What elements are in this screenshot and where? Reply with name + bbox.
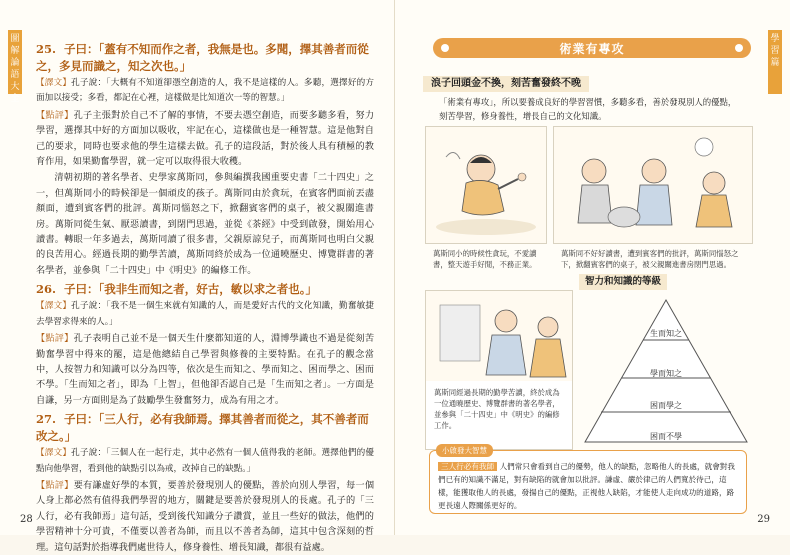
- illustration-guests-scolding: [553, 126, 753, 244]
- section-banner: [433, 38, 751, 58]
- pyramid-level-1: 生而知之: [650, 329, 682, 338]
- commentary-27: 【點評】要有謙虛好學的本質，要善於發現別人的優點，善於向別人學習，每一個人身上都必然有值得我們學習的地方，關鍵是要善於發現別人的長處。孔子的「三人行，必有我師焉」這句話，受到後代知識分子讚賞，並且一些好的做法，他們的學習精神十分可貴，不僅要以善者為師，而且以不善者為師，這其中包含深刻的哲理。這句話對於指導我們處世待人，修身養性、增長知識，都很有益處。: [36, 479, 375, 553]
- tip-box: [429, 446, 747, 514]
- page-number-left: 28: [20, 514, 33, 525]
- caption-3: 萬斯同經過長期的勤學苦讀，終於成為一位通曉歷史、博覽群書的著名學者，並參與「二十四史」中《明史》的編修工作。: [434, 388, 560, 430]
- illustration-boy-playing: [425, 126, 547, 244]
- left-content: [36, 38, 374, 555]
- guests-scolding-image: [554, 127, 752, 243]
- story-25: 清朝初期的著名學者、史學家萬斯同，參與編撰我國重要史書「二十四史」之一，但萬斯同小的時候卻是一個頑皮的孩子。萬斯同由於貪玩，在賓客們面前丟盡顏面，遭到賓客們的批評。萬斯同惱怒之下，掀翻賓客們的桌子，被父親關進書房。萬斯同從生氣、厭惡讀書，到閉門思過，並從《茶經》中受到啟發，開始用心讀書。轉眼一年多過去，萬斯同讀了很多書，父親原諒兒子，而萬斯同也明白父親的良苦用心。經過長期的勤學苦讀，萬斯同終於成為一位通曉歷史、博覽群書的著名學者，並參與「二十四史」中《明史》的編修工作。: [36, 172, 374, 276]
- quote-26: 26. 子曰：「我非生而知之者，好古，敏以求之者也。」: [36, 282, 318, 297]
- tip-highlight: 三人行必有我師: [438, 462, 497, 471]
- pyramid-level-2: 學而知之: [650, 369, 682, 378]
- banner-title: 術業有專攻: [559, 41, 625, 56]
- tip-box-header: 小啟發大智慧: [436, 444, 493, 457]
- story-intro: 「術業有專攻」，所以要養成良好的學習習慣，多聽多看，善於發現別人的優點，刻苦學習，修身養性，增長自己的文化知識。: [439, 97, 737, 121]
- translation-25: 【譯文】孔子說：「大概有不知道卻憑空創造的人，我不是這樣的人。多聽，選擇好的方面加以接受；多看，都記在心裡，這樣做是比知道次一等的智慧。」: [36, 78, 374, 104]
- pyramid-title: 智力和知識的等級: [579, 274, 667, 290]
- banner-dot-icon: [735, 44, 743, 52]
- caption-2: 萬斯同不好好讀書，遭到賓客們的批評，萬斯同惱怒之下，掀翻賓客們的桌子，被父親關進書房閉門思過。: [561, 249, 739, 269]
- pyramid-level-4: 困而不學: [650, 432, 682, 441]
- banner-dot-icon: [441, 44, 449, 52]
- translation-27: 【譯文】孔子說：「三個人在一起行走，其中必然有一個人值得我的老師。選擇他們的優點向他學習，看到他的缺點引以為戒，改掉自己的缺點。」: [36, 448, 374, 474]
- commentary-25: 【點評】孔子主張對於自己不了解的事情，不要去憑空創造，而要多聽多看，努力學習，選擇其中好的方面加以吸收，牢記在心，這樣做也是一種智慧。這是他對自己的要求，同時也要求他的學生這樣去做。孔子的這段話，對於後人具有積極的教育作用，如果勤奮學習，就一定可以取得很大收穫。: [36, 109, 375, 168]
- illustration-scholar-studying: [425, 290, 573, 450]
- left-page: [0, 0, 395, 553]
- caption-1: 萬斯同小的時候性貪玩，不愛讀書，整天遊手好閒，不務正業。: [433, 249, 537, 269]
- tip-box-body: 三人行必有我師 人們常只會看到自己的優勢，他人的缺點，忽略他人的長處，就會對我們已有的知識不滿足，對有缺陷的就會加以批評。謙虛、嚴於律己的人們寬於待己，這樣，能獲取他人的長處，發揚自己的優點，正視他人缺陷，才能使人走向成功的道路，路更長遠人際關係更好的。: [438, 462, 735, 510]
- scholar-studying-image: [426, 291, 572, 381]
- story-subtitle: 浪子回頭金不換，刻苦奮發終不晚: [423, 76, 589, 92]
- right-page: [395, 0, 790, 535]
- commentary-26: 【點評】孔子表明自己並不是一個天生什麼都知道的人，淵博學識也不過是從刻苦勤奮學習中得來的罷，這是他總結自己學習與修養的主要特點。在孔子的觀念當中，人按智力和知識可以分為四等，依次是生而知之、學而知之、困而學之、困而不學。「生而知之者」，即為「上智」，但他卻否認自己是「生而知之者」。一方面是自謙，另一方面則是為了鼓勵學生發奮努力，成為有用之才。: [36, 333, 375, 406]
- quote-27: 27. 子曰：「三人行，必有我師焉。擇其善者而從之，其不善者而改之。」: [36, 412, 369, 444]
- pyramid-level-3: 困而學之: [650, 401, 682, 410]
- side-tab-left: 圖 解 論 語 大 全: [8, 30, 22, 94]
- translation-26: 【譯文】孔子說：「我不是一個生來就有知識的人，而是愛好古代的文化知識，勤奮敏捷去學習求得來的人。」: [36, 301, 374, 327]
- boy-playing-image: [426, 127, 546, 243]
- side-tab-right: 學 習 篇: [768, 30, 782, 94]
- page-number-right: 29: [757, 514, 770, 525]
- quote-25: 25. 子曰：「蓋有不知而作之者，我無是也。多聞，擇其善者而從之，多見而識之，知之次也。」: [36, 42, 369, 73]
